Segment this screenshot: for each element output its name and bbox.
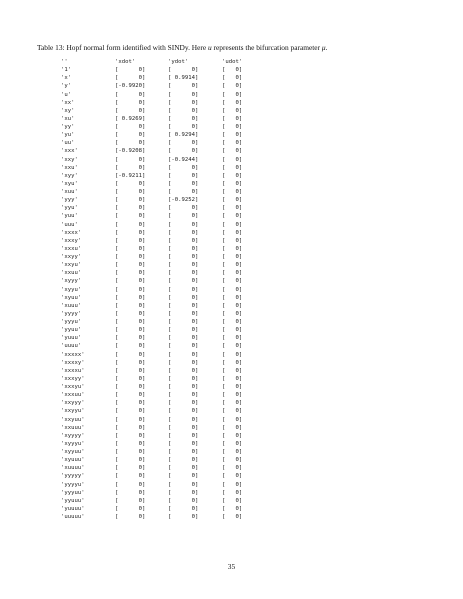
term-cell: 'xxxyy' (61, 375, 85, 382)
ydot-cell: [ 0] (168, 310, 199, 317)
ydot-cell: [ 0] (168, 416, 199, 423)
term-cell: 'xu' (61, 115, 75, 122)
ydot-cell: [ 0.9294] (168, 132, 199, 139)
page-number: 35 (227, 562, 236, 571)
table-row (61, 513, 262, 521)
table-row (61, 481, 262, 489)
table-row (61, 269, 262, 277)
term-cell: 'xxxuu' (61, 392, 85, 399)
term-cell: 'xxyy' (61, 254, 82, 260)
term-cell: 'yuuuu' (61, 505, 85, 512)
udot-cell: [ 0] (222, 392, 243, 399)
ydot-cell: [ 0] (168, 424, 199, 431)
term-cell: '1' (61, 67, 72, 74)
xdot-cell: [ 0] (115, 294, 146, 301)
table-row (61, 416, 262, 424)
table-row (61, 147, 262, 155)
udot-cell: [ 0] (222, 465, 243, 472)
ydot-cell: [ 0] (168, 172, 199, 179)
term-cell: 'xuuu' (61, 302, 82, 309)
xdot-cell: [ 0] (115, 107, 146, 114)
header-term: '' (61, 59, 68, 65)
term-cell: 'xxxxy' (61, 359, 85, 366)
term-cell: 'yyy' (61, 197, 78, 204)
xdot-cell: [ 0] (115, 440, 146, 447)
table-row (61, 253, 262, 261)
ydot-cell: [ 0] (168, 213, 199, 220)
table-row (61, 180, 262, 188)
xdot-cell: [ 0] (115, 140, 146, 147)
term-cell: 'xx' (61, 99, 75, 106)
table-row (61, 391, 262, 399)
xdot-cell: [ 0] (115, 67, 146, 74)
term-cell: 'xxyyu' (61, 408, 85, 415)
table-row (61, 375, 262, 383)
table-row (61, 188, 262, 196)
table-row (61, 156, 262, 164)
xdot-cell: [ 0] (115, 278, 146, 285)
ydot-cell: [ 0] (168, 359, 199, 366)
table-row (61, 334, 262, 342)
table-row (61, 318, 262, 326)
udot-cell: [ 0] (222, 115, 243, 122)
xdot-cell: [ 0] (115, 189, 146, 195)
ydot-cell: [ 0] (168, 473, 199, 480)
xdot-cell: [ 0] (115, 237, 146, 244)
term-cell: 'xuu' (61, 189, 78, 195)
term-cell: 'xyuu' (61, 294, 82, 301)
xdot-cell: [ 0] (115, 400, 146, 407)
xdot-cell: [ 0] (115, 75, 146, 82)
ydot-cell: [ 0] (168, 400, 199, 407)
caption-variable-u: u (208, 43, 212, 52)
xdot-cell: [ 0] (115, 180, 146, 187)
xdot-cell: [ 0] (115, 514, 146, 520)
table-row (61, 448, 262, 456)
term-cell: 'yyuuu' (61, 497, 85, 504)
udot-cell: [ 0] (222, 67, 243, 74)
term-cell: 'xyyu' (61, 286, 82, 293)
ydot-cell: [ 0] (168, 408, 199, 415)
ydot-cell: [ 0] (168, 245, 199, 252)
udot-cell: [ 0] (222, 343, 243, 350)
xdot-cell: [ 0] (115, 497, 146, 504)
table-row (61, 107, 262, 115)
ydot-cell: [ 0] (168, 384, 199, 390)
table-row (61, 294, 262, 302)
xdot-cell: [ 0] (115, 221, 146, 228)
ydot-cell: [ 0] (168, 278, 199, 285)
udot-cell: [ 0] (222, 270, 243, 277)
xdot-cell: [-0.9211] (115, 172, 146, 179)
xdot-cell: [ 0] (115, 319, 146, 325)
xdot-cell: [ 0] (115, 392, 146, 399)
xdot-cell: [ 0] (115, 156, 146, 163)
xdot-cell: [ 0] (115, 205, 146, 212)
term-cell: 'yuu' (61, 213, 78, 220)
xdot-cell: [ 0] (115, 465, 146, 472)
table-row (61, 440, 262, 448)
xdot-cell: [ 0] (115, 408, 146, 415)
table-row (61, 464, 262, 472)
term-cell: 'yyyyu' (61, 481, 85, 488)
table-row (61, 221, 262, 229)
term-cell: 'yyu' (61, 205, 78, 212)
xdot-cell: [ 0] (115, 351, 146, 358)
udot-cell: [ 0] (222, 107, 243, 114)
xdot-cell: [ 0] (115, 505, 146, 512)
term-cell: 'xxu' (61, 164, 78, 171)
udot-cell: [ 0] (222, 245, 243, 252)
ydot-cell: [ 0] (168, 489, 199, 496)
caption-prefix: Table 13: Hopf normal form identified with SINDy. Here (37, 43, 208, 52)
udot-cell: [ 0] (222, 140, 243, 147)
caption-mu-symbol: μ (321, 43, 326, 52)
ydot-cell: [ 0] (168, 67, 199, 74)
table-row (61, 342, 262, 350)
table-row (61, 74, 262, 82)
ydot-cell: [ 0] (168, 164, 199, 171)
xdot-cell: [ 0] (115, 229, 146, 236)
term-cell: 'xxxxx' (61, 351, 85, 358)
udot-cell: [ 0] (222, 197, 243, 204)
udot-cell: [ 0] (222, 91, 243, 98)
table-row (61, 91, 262, 99)
udot-cell: [ 0] (222, 489, 243, 496)
ydot-cell: [ 0] (168, 286, 199, 293)
term-cell: 'xuuuu' (61, 465, 85, 472)
table-row (61, 123, 262, 131)
ydot-cell: [ 0] (168, 505, 199, 512)
table-header-row (61, 58, 262, 66)
udot-cell: [ 0] (222, 457, 243, 464)
term-cell: 'uuu' (61, 221, 78, 228)
term-cell: 'xxx' (61, 148, 78, 155)
ydot-cell: [ 0] (168, 229, 199, 236)
xdot-cell: [ 0] (115, 286, 146, 293)
table-row (61, 204, 262, 212)
udot-cell: [ 0] (222, 189, 243, 195)
term-cell: 'x' (61, 75, 72, 82)
term-cell: 'xxxyu' (61, 384, 85, 390)
ydot-cell: [ 0] (168, 392, 199, 399)
udot-cell: [ 0] (222, 384, 243, 390)
table-row (61, 212, 262, 220)
udot-cell: [ 0] (222, 440, 243, 447)
term-cell: 'xyyuu' (61, 449, 85, 455)
ydot-cell: [ 0] (168, 497, 199, 504)
term-cell: 'xyu' (61, 180, 78, 187)
xdot-cell: [ 0] (115, 343, 146, 350)
udot-cell: [ 0] (222, 156, 243, 163)
udot-cell: [ 0] (222, 180, 243, 187)
xdot-cell: [-0.9208] (115, 148, 146, 155)
udot-cell: [ 0] (222, 83, 243, 90)
ydot-cell: [ 0] (168, 140, 199, 147)
header-udot: 'udot' (222, 59, 243, 65)
term-cell: 'xxyyy' (61, 400, 85, 407)
udot-cell: [ 0] (222, 416, 243, 423)
ydot-cell: [ 0] (168, 294, 199, 301)
table-row (61, 310, 262, 318)
ydot-cell: [ 0] (168, 124, 199, 130)
xdot-cell: [ 0] (115, 245, 146, 252)
udot-cell: [ 0] (222, 237, 243, 244)
table-row (61, 424, 262, 432)
ydot-cell: [ 0] (168, 237, 199, 244)
xdot-cell: [ 0] (115, 124, 146, 130)
table-row (61, 456, 262, 464)
xdot-cell: [ 0] (115, 302, 146, 309)
ydot-cell: [ 0] (168, 367, 199, 374)
table-row (61, 277, 262, 285)
ydot-cell: [ 0] (168, 343, 199, 350)
term-cell: 'uu' (61, 140, 75, 147)
ydot-cell: [ 0] (168, 189, 199, 195)
ydot-cell: [ 0] (168, 221, 199, 228)
table-row (61, 351, 262, 359)
table-row (61, 399, 262, 407)
term-cell: 'xxyuu' (61, 416, 85, 423)
xdot-cell: [ 0] (115, 132, 146, 139)
coefficient-table (61, 58, 262, 521)
term-cell: 'xxy' (61, 156, 78, 163)
udot-cell: [ 0] (222, 327, 243, 334)
table-row (61, 489, 262, 497)
xdot-cell: [ 0.9269] (115, 115, 146, 122)
term-cell: 'uuuuu' (61, 514, 85, 520)
udot-cell: [ 0] (222, 424, 243, 431)
xdot-cell: [ 0] (115, 416, 146, 423)
term-cell: 'yyyyy' (61, 473, 85, 480)
udot-cell: [ 0] (222, 229, 243, 236)
xdot-cell: [ 0] (115, 457, 146, 464)
table-row (61, 229, 262, 237)
ydot-cell: [ 0] (168, 262, 199, 269)
table-row (61, 407, 262, 415)
ydot-cell: [ 0] (168, 481, 199, 488)
ydot-cell: [ 0] (168, 319, 199, 325)
term-cell: 'xyyyy' (61, 432, 85, 439)
ydot-cell: [ 0] (168, 254, 199, 260)
term-cell: 'xxxxu' (61, 367, 85, 374)
xdot-cell: [ 0] (115, 254, 146, 260)
xdot-cell: [ 0] (115, 197, 146, 204)
table-row (61, 326, 262, 334)
ydot-cell: [ 0] (168, 375, 199, 382)
caption-middle: represents the bifurcation parameter (211, 43, 322, 52)
term-cell: 'yyuu' (61, 327, 82, 334)
table-row (61, 164, 262, 172)
table-row (61, 497, 262, 505)
ydot-cell: [ 0] (168, 270, 199, 277)
xdot-cell: [-0.9920] (115, 83, 146, 90)
ydot-cell: [ 0] (168, 91, 199, 98)
ydot-cell: [ 0] (168, 465, 199, 472)
ydot-cell: [ 0] (168, 327, 199, 334)
udot-cell: [ 0] (222, 319, 243, 325)
udot-cell: [ 0] (222, 278, 243, 285)
table-body (61, 66, 262, 521)
table-row (61, 139, 262, 147)
xdot-cell: [ 0] (115, 449, 146, 455)
xdot-cell: [ 0] (115, 213, 146, 220)
udot-cell: [ 0] (222, 172, 243, 179)
table-row (61, 302, 262, 310)
table-row (61, 196, 262, 204)
xdot-cell: [ 0] (115, 367, 146, 374)
term-cell: 'xxxu' (61, 245, 82, 252)
term-cell: 'xxuu' (61, 270, 82, 277)
term-cell: 'xxyu' (61, 262, 82, 269)
xdot-cell: [ 0] (115, 375, 146, 382)
udot-cell: [ 0] (222, 254, 243, 260)
table-row (61, 472, 262, 480)
udot-cell: [ 0] (222, 400, 243, 407)
table-row (61, 432, 262, 440)
ydot-cell: [ 0] (168, 449, 199, 455)
ydot-cell: [ 0.9914] (168, 75, 199, 82)
ydot-cell: [ 0] (168, 148, 199, 155)
udot-cell: [ 0] (222, 262, 243, 269)
udot-cell: [ 0] (222, 351, 243, 358)
udot-cell: [ 0] (222, 286, 243, 293)
udot-cell: [ 0] (222, 221, 243, 228)
xdot-cell: [ 0] (115, 270, 146, 277)
table-row (61, 261, 262, 269)
term-cell: 'yyyu' (61, 319, 82, 325)
ydot-cell: [ 0] (168, 83, 199, 90)
udot-cell: [ 0] (222, 148, 243, 155)
term-cell: 'xxxx' (61, 229, 82, 236)
udot-cell: [ 0] (222, 375, 243, 382)
udot-cell: [ 0] (222, 294, 243, 301)
table-row (61, 115, 262, 123)
ydot-cell: [ 0] (168, 302, 199, 309)
udot-cell: [ 0] (222, 497, 243, 504)
term-cell: 'yyyuu' (61, 489, 85, 496)
header-ydot: 'ydot' (168, 59, 189, 65)
udot-cell: [ 0] (222, 99, 243, 106)
udot-cell: [ 0] (222, 205, 243, 212)
term-cell: 'xxuuu' (61, 424, 85, 431)
term-cell: 'uuuu' (61, 343, 82, 350)
table-row (61, 367, 262, 375)
ydot-cell: [ 0] (168, 205, 199, 212)
udot-cell: [ 0] (222, 132, 243, 139)
ydot-cell: [ 0] (168, 440, 199, 447)
table-row (61, 245, 262, 253)
xdot-cell: [ 0] (115, 262, 146, 269)
term-cell: 'xy' (61, 107, 75, 114)
ydot-cell: [ 0] (168, 457, 199, 464)
xdot-cell: [ 0] (115, 424, 146, 431)
xdot-cell: [ 0] (115, 164, 146, 171)
table-row (61, 131, 262, 139)
udot-cell: [ 0] (222, 164, 243, 171)
ydot-cell: [ 0] (168, 514, 199, 520)
xdot-cell: [ 0] (115, 489, 146, 496)
udot-cell: [ 0] (222, 514, 243, 520)
ydot-cell: [ 0] (168, 99, 199, 106)
table-row (61, 66, 262, 74)
ydot-cell: [ 0] (168, 115, 199, 122)
udot-cell: [ 0] (222, 359, 243, 366)
udot-cell: [ 0] (222, 473, 243, 480)
ydot-cell: [ 0] (168, 351, 199, 358)
udot-cell: [ 0] (222, 367, 243, 374)
table-row (61, 505, 262, 513)
table-row (61, 237, 262, 245)
term-cell: 'yu' (61, 132, 75, 139)
udot-cell: [ 0] (222, 310, 243, 317)
ydot-cell: [ 0] (168, 180, 199, 187)
ydot-cell: [-0.9252] (168, 197, 199, 204)
udot-cell: [ 0] (222, 124, 243, 130)
udot-cell: [ 0] (222, 408, 243, 415)
term-cell: 'y' (61, 83, 72, 90)
term-cell: 'yyyy' (61, 310, 82, 317)
term-cell: 'u' (61, 91, 72, 98)
table-row (61, 383, 262, 391)
xdot-cell: [ 0] (115, 91, 146, 98)
udot-cell: [ 0] (222, 481, 243, 488)
header-xdot: 'xdot' (115, 59, 136, 65)
udot-cell: [ 0] (222, 335, 243, 342)
term-cell: 'xyy' (61, 172, 78, 179)
table-row (61, 359, 262, 367)
caption-suffix: . (325, 43, 328, 52)
term-cell: 'yy' (61, 124, 75, 130)
term-cell: 'xyyy' (61, 278, 82, 285)
xdot-cell: [ 0] (115, 335, 146, 342)
xdot-cell: [ 0] (115, 310, 146, 317)
udot-cell: [ 0] (222, 213, 243, 220)
ydot-cell: [ 0] (168, 432, 199, 439)
udot-cell: [ 0] (222, 432, 243, 439)
udot-cell: [ 0] (222, 505, 243, 512)
table-row (61, 99, 262, 107)
ydot-cell: [ 0] (168, 335, 199, 342)
xdot-cell: [ 0] (115, 99, 146, 106)
ydot-cell: [-0.9244] (168, 156, 199, 163)
term-cell: 'xyyyu' (61, 440, 85, 447)
term-cell: 'xxxy' (61, 237, 82, 244)
table-row (61, 286, 262, 294)
term-cell: 'xyuuu' (61, 457, 85, 464)
xdot-cell: [ 0] (115, 473, 146, 480)
ydot-cell: [ 0] (168, 107, 199, 114)
xdot-cell: [ 0] (115, 327, 146, 334)
xdot-cell: [ 0] (115, 359, 146, 366)
udot-cell: [ 0] (222, 75, 243, 82)
xdot-cell: [ 0] (115, 432, 146, 439)
table-caption (37, 43, 437, 52)
term-cell: 'yuuu' (61, 335, 82, 342)
table-row (61, 172, 262, 180)
udot-cell: [ 0] (222, 449, 243, 455)
xdot-cell: [ 0] (115, 481, 146, 488)
table-row (61, 82, 262, 90)
xdot-cell: [ 0] (115, 384, 146, 390)
udot-cell: [ 0] (222, 302, 243, 309)
